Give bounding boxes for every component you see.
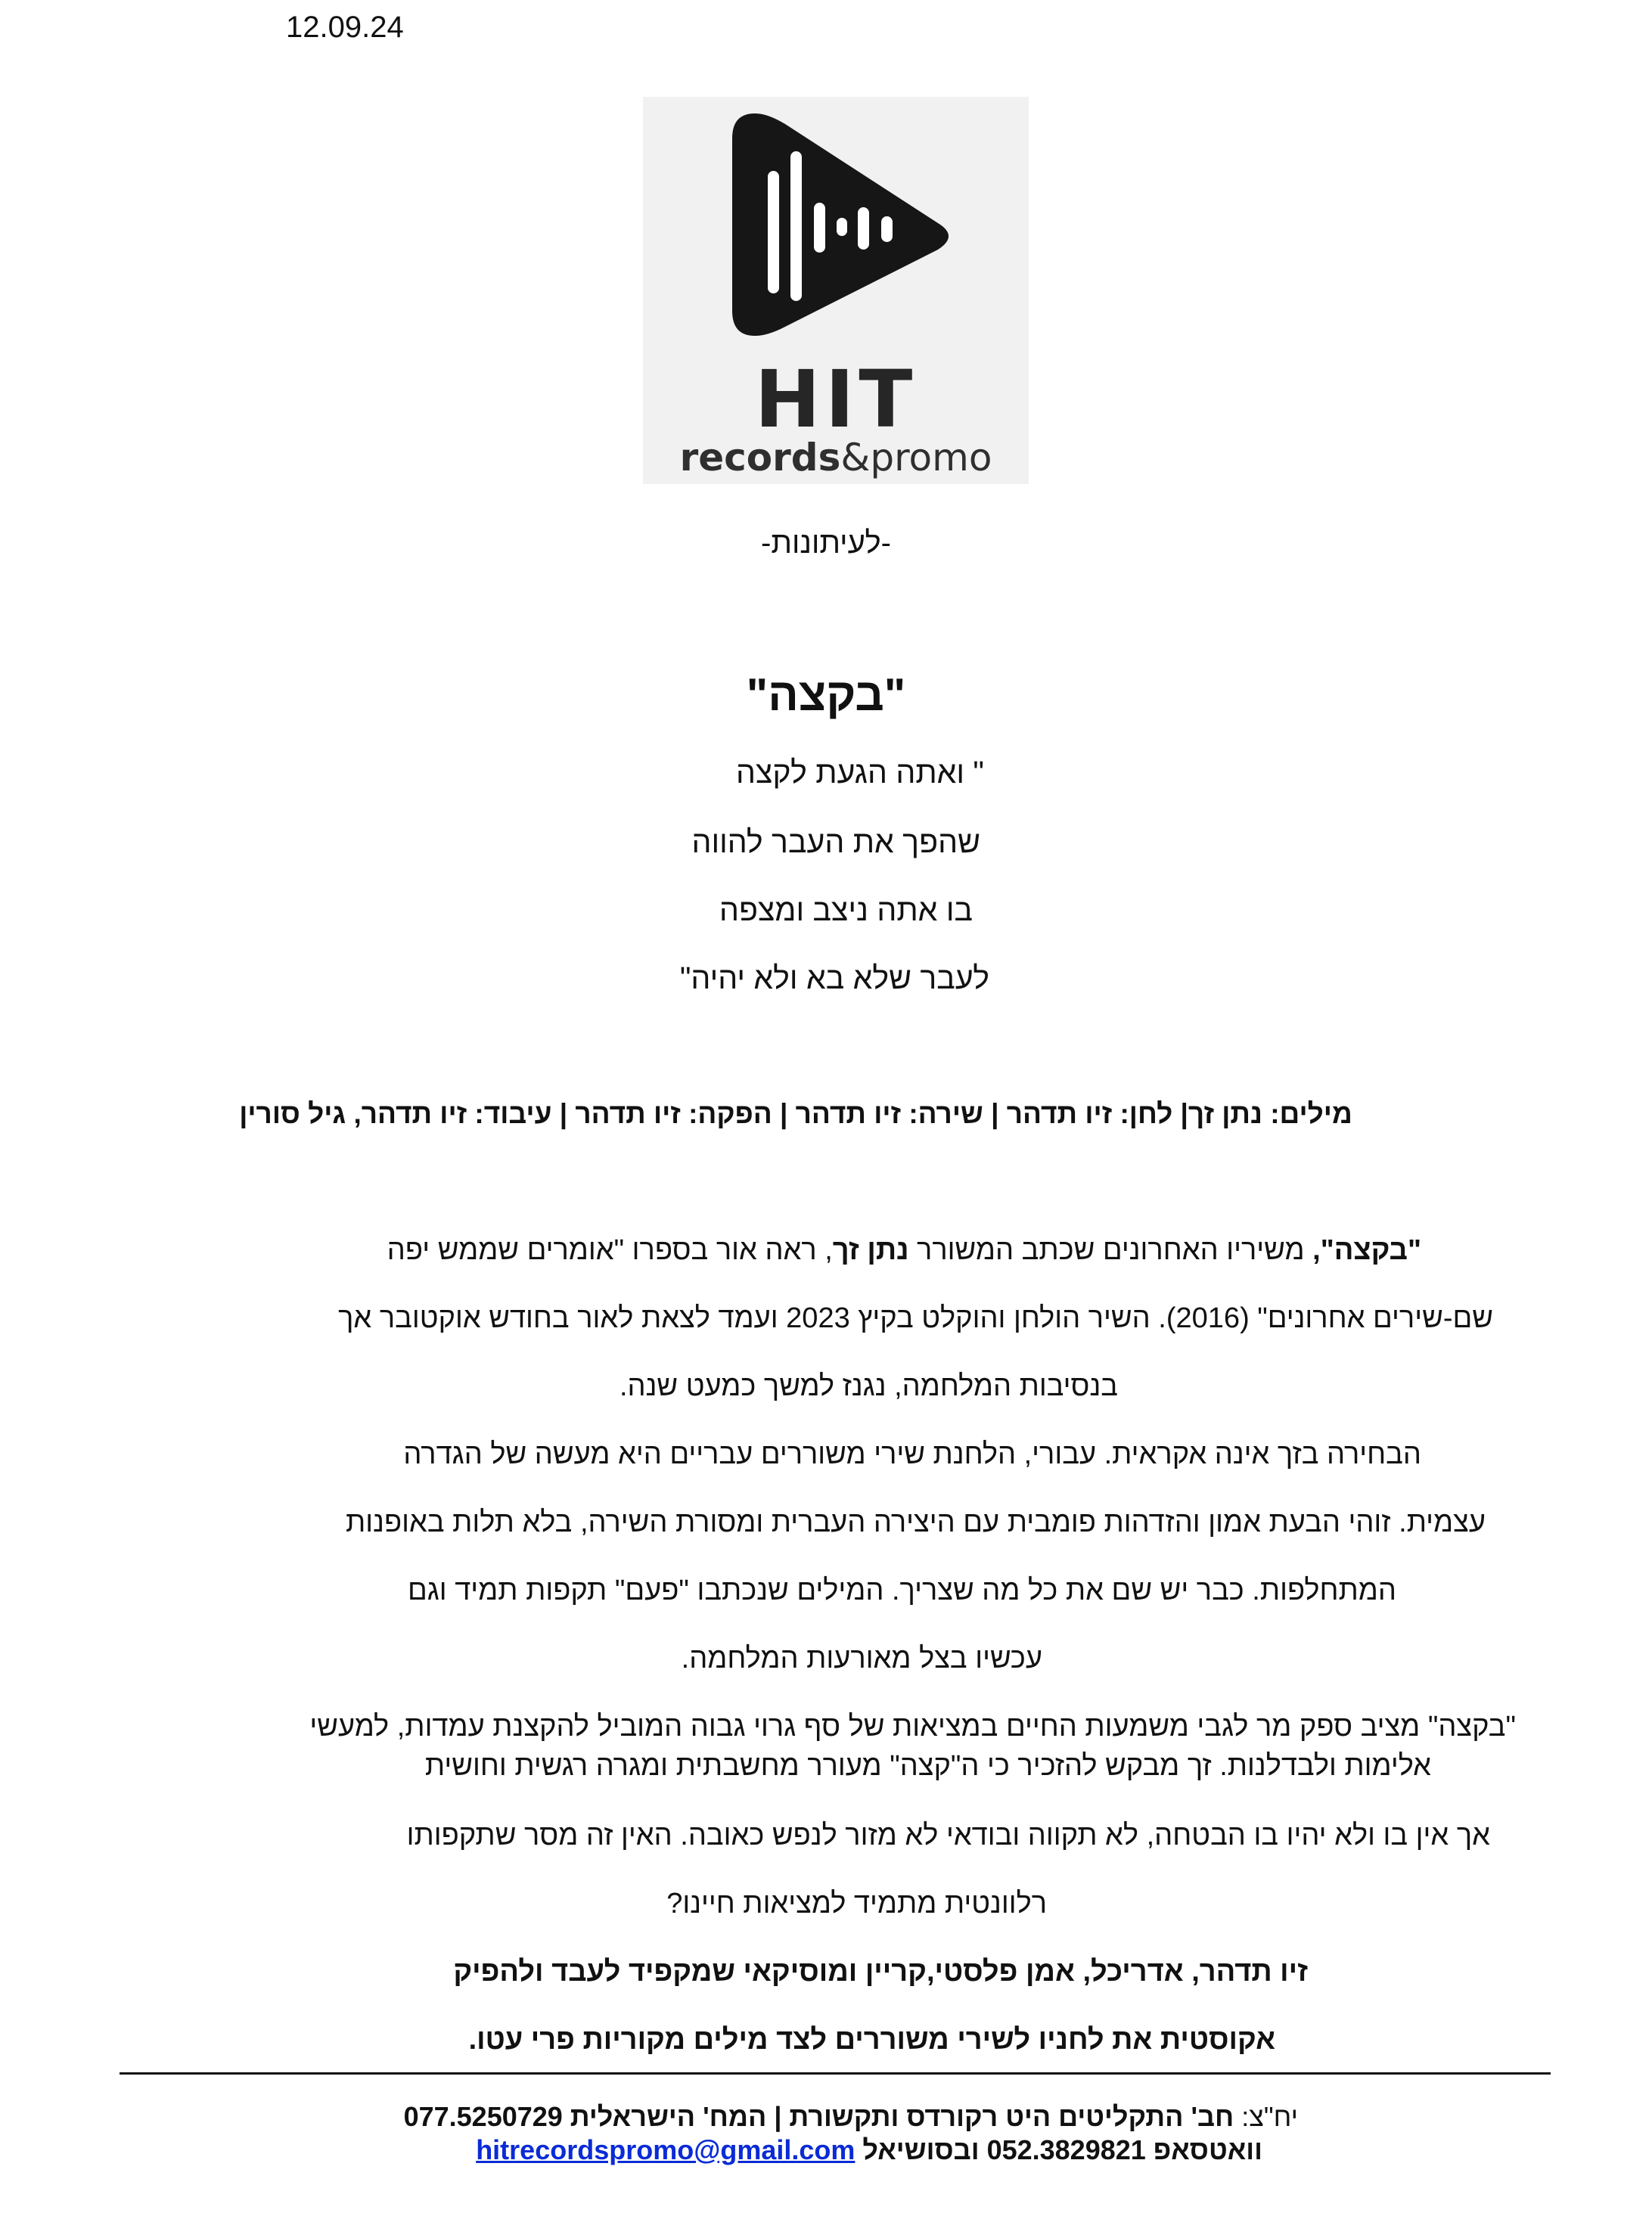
body-paragraph-line: רלוונטית מתמיד למציאות חיינו? bbox=[666, 1888, 1047, 1920]
body-paragraph-line: אך אין בו ולא יהיו בו הבטחה, לא תקווה ובודאי לא מזור לנפש כאובה. האין זה מסר שתקפותו bbox=[406, 1820, 1490, 1851]
poem-line: " ואתה הגעת לקצה bbox=[736, 755, 984, 790]
artist-bio-line: אקוסטית את לחניו לשירי משוררים לצד מילים מקוריות פרי עטו. bbox=[468, 2024, 1275, 2056]
body-paragraph-line: עכשיו בצל מאורעות המלחמה. bbox=[681, 1643, 1042, 1674]
body-paragraph-line: המתחלפות. כבר יש שם את כל מה שצריך. המילים שנכתבו "פעם" תקפות תמיד וגם bbox=[407, 1575, 1396, 1606]
body-paragraph-line: בנסיבות המלחמה, נגנז למשך כמעט שנה. bbox=[620, 1370, 1118, 1402]
body-paragraph-line: אלימות ולבדלנות. זך מבקש להזכיר כי ה"קצה" מעורר מחשבתית ומגרה רגשית וחושית bbox=[424, 1750, 1431, 1782]
body-paragraph-line: "בקצה", משיריו האחרונים שכתב המשורר נתן זך, ראה אור בספרו "אומרים שממש יפה bbox=[387, 1234, 1421, 1266]
footer-pr-contact: יח"צ: חב' התקליטים היט רקורדס ותקשורת | המח' הישראלית 077.5250729 bbox=[403, 2101, 1298, 2132]
body-paragraph-line: הבחירה בזך אינה אקראית. עבורי, הלחנת שירי משוררים עבריים היא מעשה של הגדרה bbox=[403, 1439, 1421, 1470]
logo-subtitle: records&promo bbox=[679, 436, 992, 480]
body-paragraph-line: שם-שירים אחרונים" (2016). השיר הולחן והוקלט בקיץ 2023 ועמד לצאת לאור בחודש אוקטובר אך bbox=[338, 1302, 1493, 1334]
poem-line: שהפך את העבר להווה bbox=[691, 824, 980, 859]
artist-bio-line: זיו תדהר, אדריכל, אמן פלסטי,קריין ומוסיקאי שמקפיד לעבד ולהפיק bbox=[453, 1956, 1308, 1988]
body-paragraph-line: עצמית. זוהי הבעת אמון והזדהות פומבית עם היצירה העברית ומסורת השירה, בלא תלות באופנות bbox=[346, 1507, 1486, 1538]
play-soundwave-icon bbox=[643, 97, 1029, 354]
poem-line: בו אתה ניצב ומצפה bbox=[719, 892, 973, 927]
song-title: "בקצה" bbox=[746, 669, 906, 720]
logo-brand-text: HIT bbox=[754, 353, 918, 445]
song-credits: מילים: נתן זך| לחן: זיו תדהר | שירה: זיו תדהר | הפקה: זיו תדהר | עיבוד: זיו תדהר, גיל סורין bbox=[239, 1098, 1352, 1129]
document-date: 12.09.24 bbox=[286, 11, 404, 44]
email-link[interactable]: hitrecordspromo@gmail.com bbox=[476, 2134, 856, 2165]
body-paragraph-line: "בקצה" מציב ספק מר לגבי משמעות החיים במציאות של סף גרוי גבוה המוביל להקצנת עמדות, למעשי bbox=[309, 1711, 1516, 1743]
footer-social-contact: וואטסאפ 052.3829821 ובסושיאל hitrecordspromo@gmail.com bbox=[476, 2134, 1262, 2165]
press-label: -לעיתונות- bbox=[761, 526, 891, 560]
hit-records-logo bbox=[643, 97, 1029, 484]
poem-line: לעבר שלא בא ולא יהיה" bbox=[679, 961, 989, 995]
footer-divider bbox=[120, 2072, 1551, 2075]
